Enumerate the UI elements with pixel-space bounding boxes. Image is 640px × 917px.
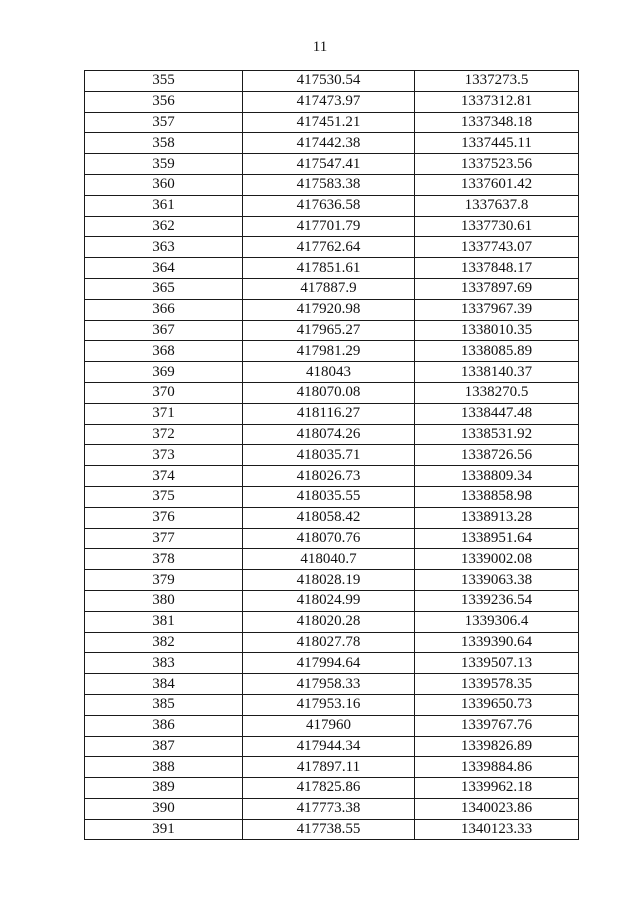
point-number-cell: 369 [85,362,243,383]
x-coordinate-cell: 417958.33 [243,674,415,695]
point-number-cell: 371 [85,403,243,424]
x-coordinate-cell: 418043 [243,362,415,383]
x-coordinate-cell: 417583.38 [243,174,415,195]
table-row [85,424,579,445]
x-coordinate-cell: 417701.79 [243,216,415,237]
y-coordinate-cell: 1338010.35 [415,320,579,341]
table-row [85,549,579,570]
y-coordinate-cell: 1339507.13 [415,653,579,674]
x-coordinate-cell: 417825.86 [243,778,415,799]
y-coordinate-cell: 1339578.35 [415,674,579,695]
x-coordinate-cell: 418027.78 [243,632,415,653]
x-coordinate-cell: 417773.38 [243,798,415,819]
point-number-cell: 378 [85,549,243,570]
point-number-cell: 372 [85,424,243,445]
table-row [85,694,579,715]
x-coordinate-cell: 417530.54 [243,71,415,92]
table-row [85,133,579,154]
y-coordinate-cell: 1339884.86 [415,757,579,778]
x-coordinate-cell: 418040.7 [243,549,415,570]
table-row [85,466,579,487]
table-row [85,112,579,133]
y-coordinate-cell: 1338085.89 [415,341,579,362]
x-coordinate-cell: 418028.19 [243,570,415,591]
table-row [85,528,579,549]
table-row [85,590,579,611]
y-coordinate-cell: 1337523.56 [415,154,579,175]
table-row [85,362,579,383]
table-row [85,674,579,695]
x-coordinate-cell: 418020.28 [243,611,415,632]
y-coordinate-cell: 1340023.86 [415,798,579,819]
table-row [85,798,579,819]
table-row [85,216,579,237]
x-coordinate-cell: 418026.73 [243,466,415,487]
x-coordinate-cell: 417442.38 [243,133,415,154]
table-row [85,778,579,799]
point-number-cell: 376 [85,507,243,528]
y-coordinate-cell: 1337312.81 [415,91,579,112]
x-coordinate-cell: 417887.9 [243,278,415,299]
y-coordinate-cell: 1339236.54 [415,590,579,611]
point-number-cell: 360 [85,174,243,195]
y-coordinate-cell: 1338858.98 [415,486,579,507]
table-row [85,258,579,279]
table-row [85,278,579,299]
table-row [85,757,579,778]
table-row [85,320,579,341]
table-row [85,445,579,466]
x-coordinate-cell: 418024.99 [243,590,415,611]
y-coordinate-cell: 1338270.5 [415,382,579,403]
y-coordinate-cell: 1338913.28 [415,507,579,528]
table-row [85,91,579,112]
y-coordinate-cell: 1338951.64 [415,528,579,549]
table-row [85,653,579,674]
x-coordinate-cell: 417851.61 [243,258,415,279]
y-coordinate-cell: 1338809.34 [415,466,579,487]
x-coordinate-cell: 418035.71 [243,445,415,466]
y-coordinate-cell: 1339002.08 [415,549,579,570]
y-coordinate-cell: 1340123.33 [415,819,579,840]
table-row [85,174,579,195]
x-coordinate-cell: 417953.16 [243,694,415,715]
y-coordinate-cell: 1337730.61 [415,216,579,237]
y-coordinate-cell: 1338447.48 [415,403,579,424]
point-number-cell: 387 [85,736,243,757]
point-number-cell: 365 [85,278,243,299]
y-coordinate-cell: 1337637.8 [415,195,579,216]
point-number-cell: 388 [85,757,243,778]
y-coordinate-cell: 1337445.11 [415,133,579,154]
point-number-cell: 357 [85,112,243,133]
y-coordinate-cell: 1339826.89 [415,736,579,757]
point-number-cell: 362 [85,216,243,237]
table-row [85,632,579,653]
y-coordinate-cell: 1339306.4 [415,611,579,632]
y-coordinate-cell: 1337348.18 [415,112,579,133]
x-coordinate-cell: 417473.97 [243,91,415,112]
point-number-cell: 361 [85,195,243,216]
table-row [85,715,579,736]
coordinates-table [84,70,579,840]
table-row [85,736,579,757]
point-number-cell: 386 [85,715,243,736]
x-coordinate-cell: 417897.11 [243,757,415,778]
table-row [85,195,579,216]
point-number-cell: 363 [85,237,243,258]
y-coordinate-cell: 1337601.42 [415,174,579,195]
x-coordinate-cell: 417636.58 [243,195,415,216]
point-number-cell: 359 [85,154,243,175]
y-coordinate-cell: 1338140.37 [415,362,579,383]
x-coordinate-cell: 417920.98 [243,299,415,320]
table-row [85,611,579,632]
table-row [85,403,579,424]
x-coordinate-cell: 418070.08 [243,382,415,403]
x-coordinate-cell: 417547.41 [243,154,415,175]
point-number-cell: 358 [85,133,243,154]
y-coordinate-cell: 1337848.17 [415,258,579,279]
x-coordinate-cell: 417451.21 [243,112,415,133]
table-row [85,819,579,840]
table-row [85,299,579,320]
point-number-cell: 382 [85,632,243,653]
point-number-cell: 391 [85,819,243,840]
point-number-cell: 390 [85,798,243,819]
x-coordinate-cell: 417762.64 [243,237,415,258]
point-number-cell: 383 [85,653,243,674]
table-row [85,71,579,92]
y-coordinate-cell: 1337967.39 [415,299,579,320]
y-coordinate-cell: 1339962.18 [415,778,579,799]
y-coordinate-cell: 1338726.56 [415,445,579,466]
point-number-cell: 389 [85,778,243,799]
table-row [85,570,579,591]
y-coordinate-cell: 1339390.64 [415,632,579,653]
x-coordinate-cell: 418058.42 [243,507,415,528]
table-row [85,507,579,528]
point-number-cell: 368 [85,341,243,362]
point-number-cell: 375 [85,486,243,507]
point-number-cell: 384 [85,674,243,695]
point-number-cell: 355 [85,71,243,92]
point-number-cell: 381 [85,611,243,632]
x-coordinate-cell: 417944.34 [243,736,415,757]
x-coordinate-cell: 417738.55 [243,819,415,840]
y-coordinate-cell: 1339767.76 [415,715,579,736]
x-coordinate-cell: 417994.64 [243,653,415,674]
x-coordinate-cell: 417981.29 [243,341,415,362]
page-number: 11 [312,39,328,55]
point-number-cell: 370 [85,382,243,403]
coordinates-table-body [85,71,579,840]
x-coordinate-cell: 417960 [243,715,415,736]
x-coordinate-cell: 417965.27 [243,320,415,341]
point-number-cell: 380 [85,590,243,611]
table-row [85,486,579,507]
point-number-cell: 366 [85,299,243,320]
point-number-cell: 364 [85,258,243,279]
point-number-cell: 373 [85,445,243,466]
y-coordinate-cell: 1337273.5 [415,71,579,92]
table-row [85,341,579,362]
point-number-cell: 385 [85,694,243,715]
table-row [85,154,579,175]
point-number-cell: 377 [85,528,243,549]
y-coordinate-cell: 1339063.38 [415,570,579,591]
point-number-cell: 367 [85,320,243,341]
y-coordinate-cell: 1339650.73 [415,694,579,715]
y-coordinate-cell: 1337743.07 [415,237,579,258]
table-row [85,382,579,403]
point-number-cell: 374 [85,466,243,487]
x-coordinate-cell: 418116.27 [243,403,415,424]
point-number-cell: 356 [85,91,243,112]
y-coordinate-cell: 1338531.92 [415,424,579,445]
x-coordinate-cell: 418070.76 [243,528,415,549]
x-coordinate-cell: 418035.55 [243,486,415,507]
table-row [85,237,579,258]
point-number-cell: 379 [85,570,243,591]
x-coordinate-cell: 418074.26 [243,424,415,445]
y-coordinate-cell: 1337897.69 [415,278,579,299]
